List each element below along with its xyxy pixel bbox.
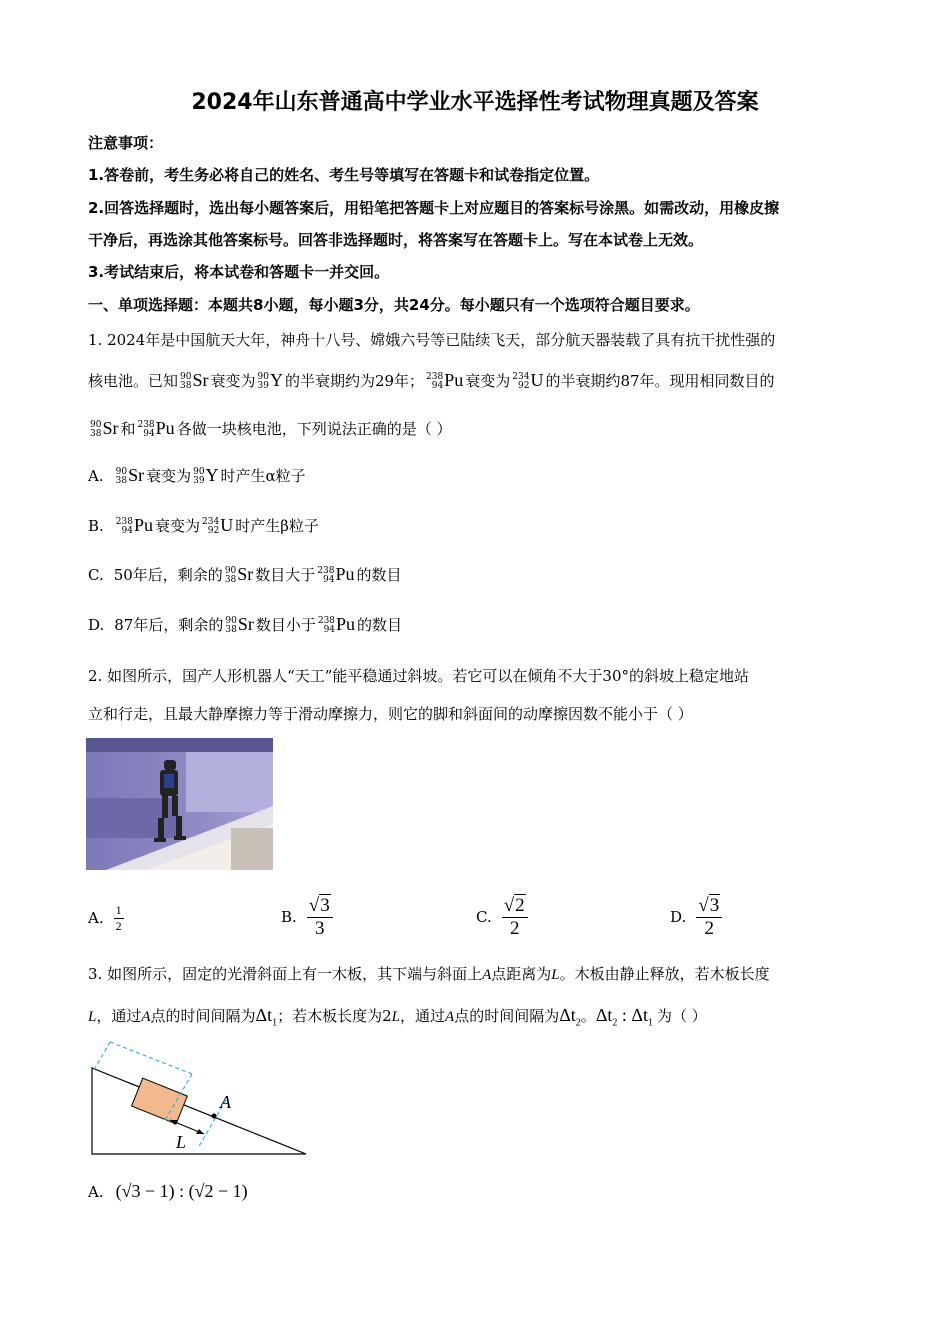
- fraction-one-half: $\frac{1}{2}$: [115, 903, 122, 933]
- q2-option-b[interactable]: B. $\frac{√3}{3}$: [281, 895, 333, 940]
- incline-diagram: [86, 1040, 316, 1164]
- q3-line-1: 3. 如图所示，固定的光滑斜面上有一木板，其下端与斜面上A点距离为L。木板由静止释放，若木板长度: [88, 965, 770, 983]
- nuclide-sr: 90 38 Sr: [180, 370, 209, 391]
- q2-line-1: 2. 如图所示，国产人形机器人“天工”能平稳通过斜坡。若它可以在倾角不大于30°的斜坡上稳定地站: [88, 667, 750, 685]
- q1-line-3: 90 38 Sr 和 238 94 Pu 各做一块核电池，下列说法正确的是（ ）: [90, 418, 452, 439]
- notice-item-2a: 2.回答选择题时，选出每小题答案后，用铅笔把答题卡上对应题目的答案标号涂黑。如需改动，用橡皮擦: [88, 199, 780, 217]
- nuclide-pu: 238 94 Pu: [137, 418, 175, 439]
- q1-option-b[interactable]: B. 238 94 Pu 衰变为 234 92 U 时产生β粒子: [88, 515, 319, 536]
- q1-line-1: 1. 2024年是中国航天大年，神舟十八号、嫦娥六号等已陆续飞天，部分航天器装载了具有抗干扰性强的: [88, 331, 776, 349]
- q1-option-c[interactable]: C. 50年后，剩余的 90 38 Sr 数目大于 238 94 Pu 的数目: [88, 564, 402, 585]
- q2-line-2: 立和行走，且最大静摩擦力等于滑动摩擦力，则它的脚和斜面间的动摩擦因数不能小于（ ）: [88, 705, 693, 723]
- page-title: 2024年山东普通高中学业水平选择性考试物理真题及答案: [191, 90, 759, 115]
- length-l-label: L: [176, 1132, 187, 1152]
- point-a-label: A: [220, 1092, 231, 1112]
- q2-option-a[interactable]: A. $\frac{1}{2}$: [88, 903, 122, 933]
- notice-heading: 注意事项：: [88, 134, 164, 152]
- notice-item-2b: 干净后，再选涂其他答案标号。回答非选择题时，将答案写在答题卡上。写在本试卷上无效。: [88, 231, 704, 249]
- nuclide-pu: 238 94 Pu: [426, 370, 464, 391]
- q1-line-2: 核电池。已知 90 38 Sr 衰变为 90 39 Y 的半衰期约为29年； 238 94 Pu 衰变为 234 92 U 的半衰期约87年。现用相同数目的: [88, 370, 775, 391]
- nuclide-y: 90 39 Y: [257, 370, 283, 391]
- q3-option-a[interactable]: A. (√3 − 1) : (√2 − 1): [88, 1181, 248, 1201]
- notice-item-1: 1.答卷前，考生务必将自己的姓名、考生号等填写在答题卡和试卷指定位置。: [88, 166, 600, 184]
- notice-item-3: 3.考试结束后，将本试卷和答题卡一并交回。: [88, 263, 390, 281]
- section-heading: 一、单项选择题：本题共8小题，每小题3分，共24分。每小题只有一个选项符合题目要求。: [88, 296, 700, 314]
- nuclide-u: 234 92 U: [512, 370, 544, 391]
- robot-photo: [86, 738, 273, 870]
- q1-option-d[interactable]: D. 87年后，剩余的 90 38 Sr 数目小于 238 94 Pu 的数目: [88, 614, 403, 635]
- nuclide-sr: 90 38 Sr: [90, 418, 119, 439]
- q3-line-2: L，通过A点的时间间隔为$\Delta t_1$；若木板长度为2L，通过A点的时间间隔为$\Delta t_2$。$\Delta t_2$ : $\Delta t_1$ 为（ ）: [88, 1005, 707, 1029]
- q2-option-c[interactable]: C. $\frac{√2}{2}$: [476, 895, 528, 940]
- q1-option-a[interactable]: A. 90 38 Sr 衰变为 90 39 Y 时产生α粒子: [88, 465, 306, 486]
- q2-option-d[interactable]: D. $\frac{√3}{2}$: [670, 895, 722, 940]
